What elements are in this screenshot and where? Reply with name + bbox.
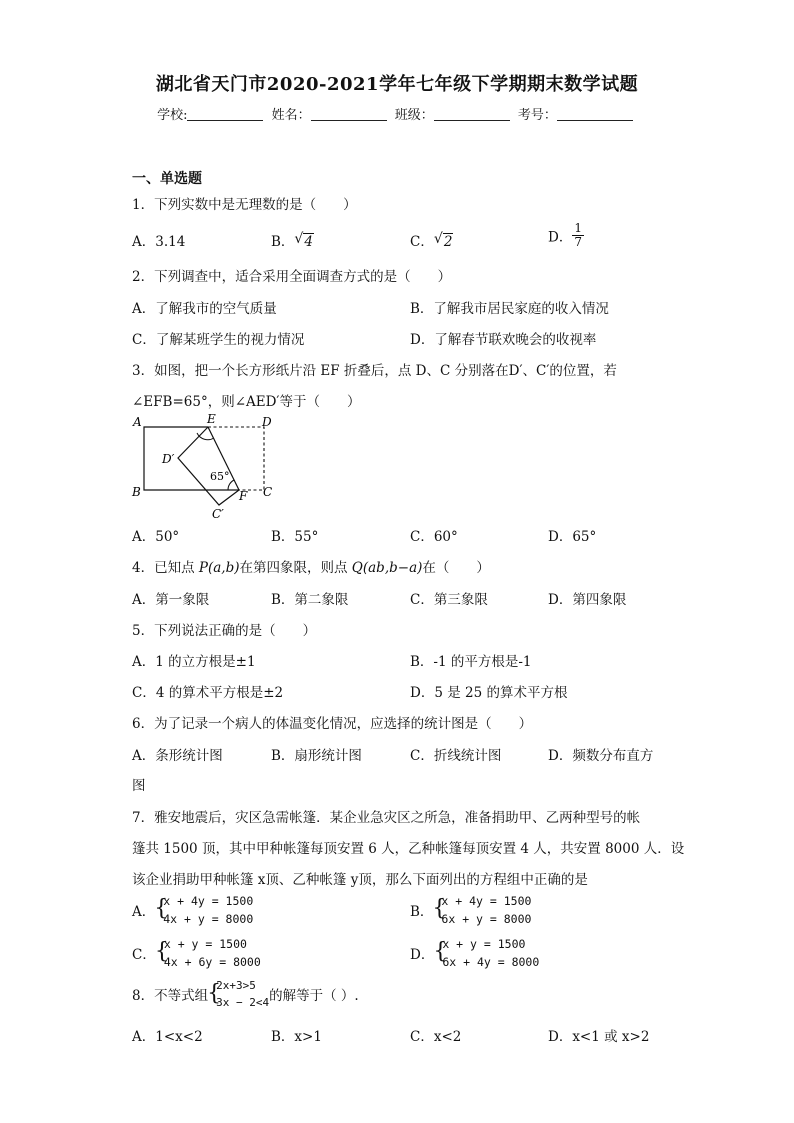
- q4-stem-part3: 在（ ）: [422, 560, 490, 576]
- q8-ineq1: 2x+3>5: [216, 979, 256, 992]
- label-F: F: [239, 489, 248, 503]
- label-A: A: [133, 415, 142, 429]
- question-5-stem: 5．下列说法正确的是（ ）: [132, 623, 317, 639]
- q7-d-system: { x + y = 1500 6x + 4y = 8000: [433, 937, 540, 969]
- q1-option-c[interactable]: [410, 230, 453, 250]
- q8-option-c[interactable]: C．x<2: [410, 1029, 462, 1045]
- q7-a-label: A．: [132, 904, 156, 920]
- q1-d-prefix: D．: [548, 229, 573, 246]
- question-7-line3: 该企业捐助甲种帐篷 x顶、乙种帐篷 y顶，那么下面列出的方程组中正确的是: [132, 872, 588, 888]
- q4-point-p: P(a,b): [198, 560, 240, 576]
- q1-b-radicand: 4: [304, 234, 314, 250]
- q1-c-radicand: 2: [443, 234, 453, 250]
- question-4-stem: [132, 556, 490, 576]
- q1-c-sqrt: √ 2: [433, 231, 453, 250]
- label-Dp: D′: [162, 452, 175, 466]
- q7-option-d[interactable]: [410, 935, 539, 971]
- q4-option-d[interactable]: D．第四象限: [548, 592, 627, 608]
- q8-option-d[interactable]: D．x<1 或 x>2: [548, 1029, 650, 1045]
- q1-option-b[interactable]: [271, 230, 314, 250]
- exam-no-label: 考号：: [517, 108, 557, 123]
- q4-stem-part2: 在第四象限，则点: [239, 560, 352, 576]
- q4-point-q: Q(ab,b−a): [351, 560, 423, 576]
- q7-b-system: { x + 4y = 1500 6x + y = 8000: [432, 894, 532, 926]
- q2-option-c[interactable]: C．了解某班学生的视力情况: [132, 332, 305, 348]
- q3-option-a[interactable]: A．50°: [132, 529, 180, 545]
- q7-c-system: { x + y = 1500 4x + 6y = 8000: [154, 937, 261, 969]
- question-8-stem: [132, 977, 359, 1011]
- question-3-stem-line2: ∠EFB=65°，则∠AED′等于（ ）: [132, 394, 361, 410]
- question-2-stem: 2．下列调查中，适合采用全面调查方式的是（ ）: [132, 269, 452, 285]
- q8-stem-part2: 的解等于（ ）.: [269, 988, 359, 1004]
- q7-option-a[interactable]: [132, 892, 253, 928]
- q3-option-d[interactable]: D．65°: [548, 529, 597, 545]
- folding-rectangle-figure: [128, 410, 288, 522]
- q8-ineq2: 3x − 2<4: [216, 996, 270, 1009]
- q6-option-c[interactable]: C．折线统计图: [410, 748, 502, 764]
- q3-option-c[interactable]: C．60°: [410, 529, 458, 545]
- name-label: 姓名：: [271, 108, 311, 123]
- class-label: 班级：: [394, 108, 434, 123]
- question-7-line2: 篷共 1500 顶，其中甲种帐篷每顶安置 6 人，乙种帐篷每顶安置 4 人，共安置 8000 人．设: [132, 841, 685, 857]
- q4-option-b[interactable]: B．第二象限: [271, 592, 349, 608]
- class-blank[interactable]: [434, 108, 510, 121]
- q7-c-eq1: x + y = 1500: [163, 937, 247, 951]
- q1-d-fraction: [572, 222, 584, 249]
- page-title: 湖北省天门市2020-2021学年七年级下学期期末数学试题: [155, 74, 639, 95]
- q8-option-a[interactable]: A．1<x<2: [132, 1029, 203, 1045]
- label-E: E: [207, 412, 216, 426]
- q4-option-c[interactable]: C．第三象限: [410, 592, 488, 608]
- school-label: 学校:: [157, 108, 188, 123]
- q2-option-a[interactable]: A．了解我市的空气质量: [132, 301, 277, 317]
- label-angle-65: 65°: [210, 470, 230, 483]
- q5-option-d[interactable]: D．5 是 25 的算术平方根: [410, 685, 568, 701]
- q5-option-a[interactable]: A．1 的立方根是±1: [132, 654, 256, 670]
- label-Cp: C′: [212, 507, 224, 521]
- q1-c-prefix: C．: [410, 234, 434, 250]
- q7-d-label: D．: [410, 947, 435, 963]
- q7-b-eq1: x + 4y = 1500: [441, 894, 532, 908]
- q8-system: { 2x+3>5 3x − 2<4: [207, 979, 270, 1009]
- name-blank[interactable]: [311, 108, 387, 121]
- q5-option-c[interactable]: C．4 的算术平方根是±2: [132, 685, 284, 701]
- student-info-line: [0, 104, 794, 123]
- folded-part: [178, 427, 239, 505]
- q4-stem-part1: 4．已知点: [132, 560, 199, 576]
- section-heading: 一、单选题: [132, 171, 202, 187]
- q7-a-eq1: x + 4y = 1500: [163, 894, 254, 908]
- label-B: B: [132, 485, 141, 499]
- q8-option-b[interactable]: B．x>1: [271, 1029, 322, 1045]
- q7-c-label: C．: [132, 947, 156, 963]
- question-1-stem: 1．下列实数中是无理数的是（ ）: [132, 197, 357, 213]
- q1-d-numerator: 1: [574, 221, 582, 235]
- q7-a-system: { x + 4y = 1500 4x + y = 8000: [154, 894, 254, 926]
- question-3-stem-line1: 3．如图，把一个长方形纸片沿 EF 折叠后，点 D、C 分别落在D′、C′的位置，若: [132, 363, 617, 379]
- q7-c-eq2: 4x + 6y = 8000: [163, 955, 261, 969]
- question-6-stem: 6．为了记录一个病人的体温变化情况，应选择的统计图是（ ）: [132, 716, 533, 732]
- q7-option-b[interactable]: [410, 892, 531, 928]
- school-blank[interactable]: [187, 108, 263, 121]
- q1-b-prefix: B．: [271, 234, 295, 250]
- q7-b-eq2: 6x + y = 8000: [441, 912, 532, 926]
- q3-option-b[interactable]: B．55°: [271, 529, 319, 545]
- q1-d-denominator: 7: [574, 235, 582, 249]
- q5-option-b[interactable]: B．-1 的平方根是-1: [410, 654, 532, 670]
- q6-option-d-wrap: 图: [132, 778, 146, 794]
- q6-option-a[interactable]: A．条形统计图: [132, 748, 223, 764]
- question-7-line1: 7．雅安地震后，灾区急需帐篷．某企业急灾区之所急，准备捐助甲、乙两种型号的帐: [132, 810, 641, 826]
- label-D: D: [262, 415, 272, 429]
- q7-d-eq2: 6x + 4y = 8000: [442, 955, 540, 969]
- exam-no-blank[interactable]: [557, 108, 633, 121]
- q1-b-sqrt: √ 4: [294, 231, 314, 250]
- q4-option-a[interactable]: A．第一象限: [132, 592, 210, 608]
- q7-option-c[interactable]: [132, 935, 261, 971]
- q1-option-d[interactable]: [548, 222, 584, 249]
- q7-d-eq1: x + y = 1500: [442, 937, 526, 951]
- q6-option-b[interactable]: B．扇形统计图: [271, 748, 362, 764]
- q8-stem-part1: 8．不等式组: [132, 988, 209, 1004]
- q2-option-b[interactable]: B．了解我市居民家庭的收入情况: [410, 301, 609, 317]
- q2-option-d[interactable]: D．了解春节联欢晚会的收视率: [410, 332, 597, 348]
- q7-a-eq2: 4x + y = 8000: [163, 912, 254, 926]
- label-C: C: [263, 485, 273, 499]
- q7-b-label: B．: [410, 904, 434, 920]
- q6-option-d[interactable]: D．频数分布直方: [548, 748, 654, 764]
- q1-option-a[interactable]: A．3.14: [132, 234, 186, 250]
